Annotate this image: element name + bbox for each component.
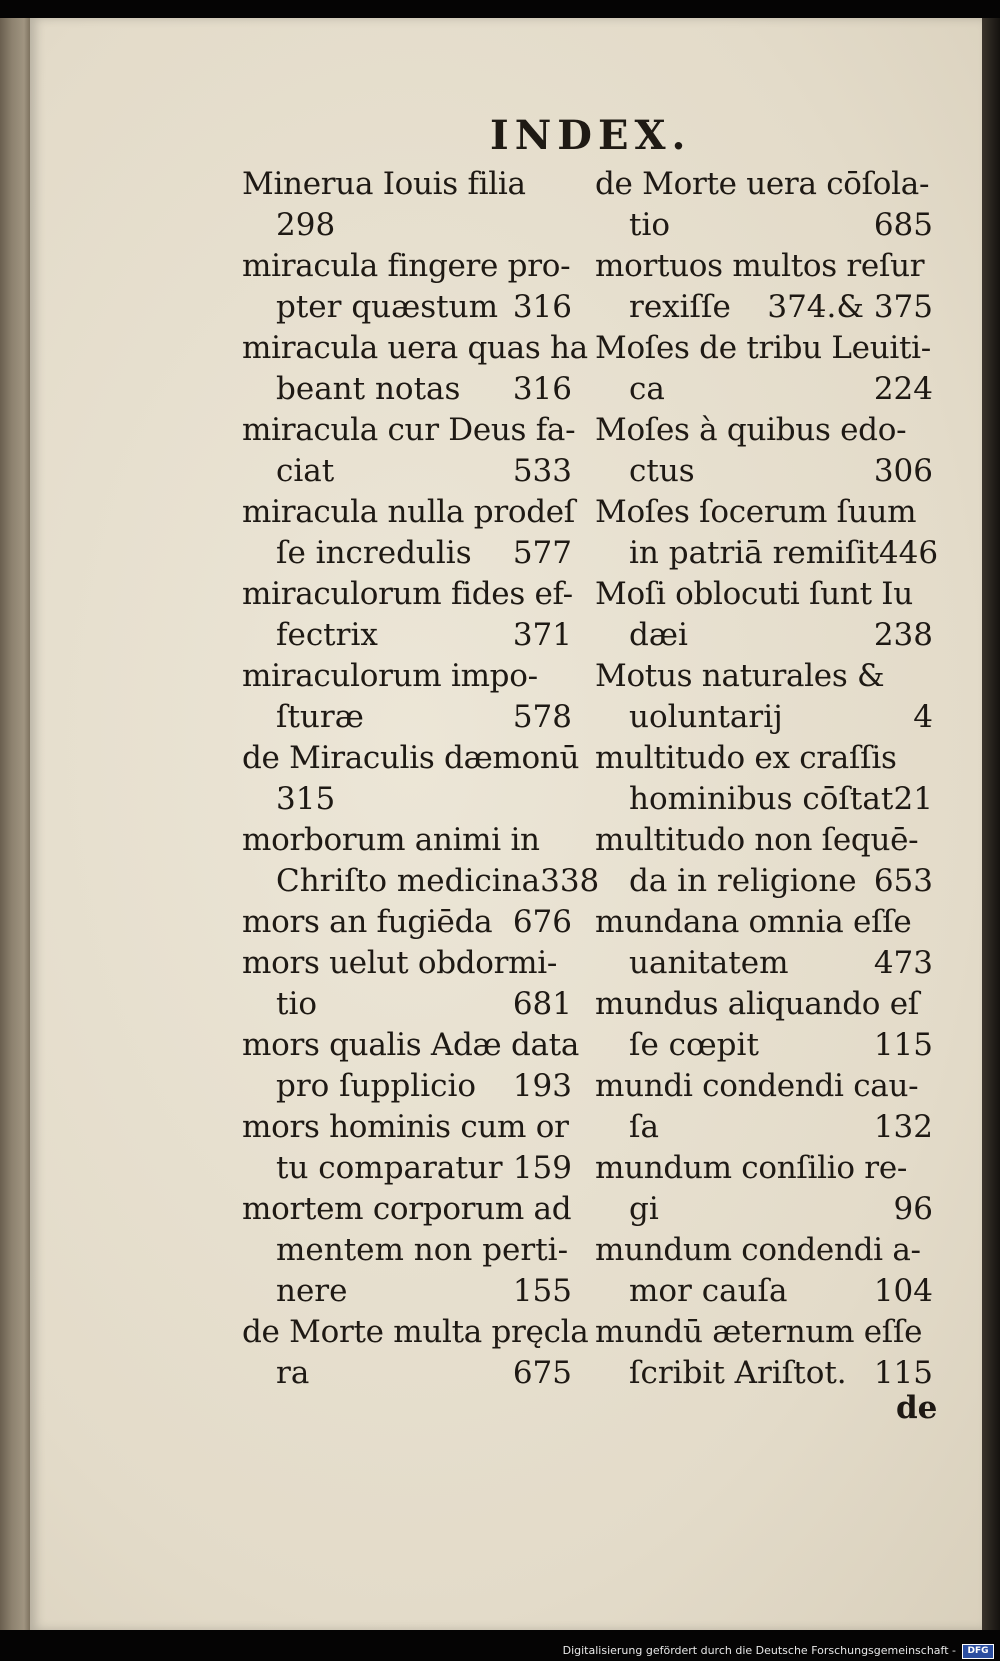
entry-text: Chriſto medicina [276,863,541,899]
index-entry [595,410,933,492]
index-column-right [595,164,939,1394]
entry-continuation-line [595,1271,933,1312]
entry-page-number: 653 [873,863,933,899]
entry-text: multitudo non ſequē- [595,822,919,858]
entry-text: ra [276,1355,310,1391]
entry-continuation-line [595,697,933,738]
entry-continuation-line [242,984,572,1025]
entry-text: Moſes de tribu Leuiti- [595,330,931,366]
entry-text: mors qualis Adæ data [242,1027,580,1063]
digitization-credit: Digitalisierung gefördert durch die Deutsche Forschungsgemeinschaft - [562,1644,956,1657]
entry-headword-line [242,246,572,287]
entry-text: 298 [276,207,336,243]
index-column-left [242,164,600,1394]
entry-headword-line [242,943,572,984]
entry-headword-line [242,1312,589,1353]
entry-continuation-line [242,369,572,410]
entry-page-number: 224 [873,371,933,407]
index-entry [595,656,933,738]
entry-text: miraculorum fides ef- [242,576,573,612]
index-entry [242,410,576,492]
entry-text: 315 [276,781,336,817]
entry-headword-line [242,902,572,943]
index-entry [242,1107,572,1189]
entry-text: Motus naturales & [595,658,885,694]
entry-text: Moſes à quibus edo- [595,412,907,448]
entry-page-number: 338 [540,863,600,899]
index-entry [595,984,933,1066]
entry-text: Moſi oblocuti ſunt Iu [595,576,913,612]
index-entry [242,574,572,656]
entry-continuation-line [242,1271,572,1312]
index-entry [595,246,933,328]
entry-continuation-line [595,1025,933,1066]
entry-continuation-line [595,1189,933,1230]
entry-text: ciat [276,453,335,489]
entry-headword-line [242,1189,572,1230]
index-entry [595,738,933,820]
index-entry [595,1230,933,1312]
entry-headword-line [595,328,933,369]
index-entry [595,820,933,902]
index-entry [595,1312,933,1394]
entry-continuation-line [595,861,933,902]
index-entry [595,902,933,984]
entry-text: mor cauſa [629,1273,788,1309]
index-entry [595,492,939,574]
entry-headword-line [595,574,933,615]
entry-text: mors hominis cum or [242,1109,569,1145]
entry-continuation-line [242,451,572,492]
entry-headword-line [595,820,933,861]
entry-text: multitudo ex craſſis [595,740,897,776]
index-entry [242,656,572,738]
entry-continuation-line [242,1353,572,1394]
entry-text: mors an fugiēda [242,904,493,940]
entry-headword-line [595,492,933,533]
index-entry [242,738,580,820]
entry-headword-line [242,492,575,533]
entry-text: morborum animi in [242,822,540,858]
entry-text: tu comparatur [276,1150,503,1186]
entry-text: ſa [629,1109,659,1145]
entry-page-number: 681 [512,986,572,1022]
entry-continuation-line [242,533,572,574]
entry-headword-line [595,410,933,451]
entry-text: da in religione [629,863,857,899]
entry-text: Moſes ſocerum ſuum [595,494,917,530]
entry-continuation-line [242,697,572,738]
entry-text: miracula fingere pro- [242,248,571,284]
index-entry [242,820,600,902]
entry-continuation-line [595,287,933,328]
entry-page-number: 115 [873,1355,933,1391]
entry-continuation-line [242,861,600,902]
entry-continuation-line [595,1107,933,1148]
entry-text: dæi [629,617,688,653]
entry-text: mortuos multos reſur [595,248,925,284]
entry-page-number: 306 [873,453,933,489]
entry-page-number: 115 [873,1027,933,1063]
entry-page-number: 4 [913,699,933,735]
entry-headword-line [595,984,933,1025]
entry-text: fectrix [276,617,378,653]
entry-headword-line [595,738,933,779]
entry-text: mentem non perti- [276,1232,569,1268]
index-entry [242,164,572,246]
entry-text: mortem corporum ad [242,1191,572,1227]
entry-text: de Morte uera cōſola- [595,166,930,202]
entry-text: gi [629,1191,659,1227]
entry-headword-line [242,1025,580,1066]
entry-headword-line [242,164,572,205]
entry-text: ſe incredulis [276,535,472,571]
entry-page-number: 159 [512,1150,572,1186]
entry-continuation-line [595,943,933,984]
index-entry [242,328,588,410]
entry-text: mundum conſilio re- [595,1150,908,1186]
entry-text: mundana omnia eſſe [595,904,912,940]
entry-page-number: 238 [873,617,933,653]
entry-page-number: 374.& 375 [767,289,933,325]
index-entry [242,1025,580,1107]
entry-continuation-line [595,1353,933,1394]
entry-text: miracula uera quas ha [242,330,588,366]
entry-page-number: 316 [512,371,572,407]
entry-page-number: 155 [512,1273,572,1309]
entry-text: ſturæ [276,699,364,735]
index-entry [595,328,933,410]
entry-page-number: 96 [893,1191,933,1227]
entry-page-number: 675 [512,1355,572,1391]
entry-text: tio [276,986,318,1022]
entry-continuation-line [595,615,933,656]
entry-text: beant notas [276,371,461,407]
entry-headword-line [242,328,588,369]
catchword: de [896,1390,938,1426]
entry-page-number: 371 [512,617,572,653]
index-entry [242,492,575,574]
index-entry [595,1066,933,1148]
entry-text: uanitatem [629,945,789,981]
page-header: INDEX. [490,112,692,159]
entry-text: miracula nulla prodeſ [242,494,575,530]
entry-headword-line [242,410,576,451]
entry-continuation-line [242,1148,572,1189]
dfg-logo: DFG [962,1644,994,1659]
scan-top-band [0,0,1000,18]
entry-headword-line [242,574,572,615]
entry-text: mundum condendi a- [595,1232,921,1268]
index-entry [242,902,572,943]
entry-headword-line [242,1107,572,1148]
entry-headword-line [242,738,580,779]
entry-text: rexiſſe [629,289,731,325]
entry-text: tio [629,207,671,243]
index-entry [242,943,572,1025]
entry-text: ſe cœpit [629,1027,759,1063]
index-entry [595,164,933,246]
entry-continuation-line [242,779,572,820]
entry-headword-line [595,656,933,697]
entry-continuation-line [242,615,572,656]
entry-continuation-line [242,1230,572,1271]
entry-headword-line [595,1066,933,1107]
entry-continuation-line [242,205,572,246]
entry-text: miracula cur Deus fa- [242,412,576,448]
entry-text: ſcribit Ariſtot. [629,1355,847,1391]
entry-page-number: 577 [512,535,572,571]
entry-text: mundus aliquando eſ [595,986,919,1022]
entry-headword-line [242,820,572,861]
entry-text: hominibus cōſtat [629,781,894,817]
entry-headword-line [242,656,572,697]
index-entry [595,574,933,656]
entry-text: mors uelut obdormi- [242,945,558,981]
entry-text: Minerua Iouis filia [242,166,526,202]
entry-text: de Morte multa pręcla [242,1314,589,1350]
entry-text: mundi condendi cau- [595,1068,919,1104]
entry-page-number: 533 [512,453,572,489]
entry-page-number: 685 [873,207,933,243]
entry-text: de Miraculis dæmonū [242,740,580,776]
entry-text: miraculorum impo- [242,658,538,694]
entry-text: nere [276,1273,348,1309]
entry-continuation-line [242,1066,572,1107]
entry-continuation-line [595,779,933,820]
entry-page-number: 473 [873,945,933,981]
entry-text: uoluntarij [629,699,783,735]
book-binding-edge [0,18,30,1630]
entry-continuation-line [595,369,933,410]
entry-headword-line [595,246,933,287]
entry-continuation-line [595,533,939,574]
entry-headword-line [595,1312,933,1353]
entry-page-number: 578 [512,699,572,735]
entry-page-number: 316 [512,289,572,325]
entry-text: pter quæstum [276,289,498,325]
entry-headword-line [595,1148,933,1189]
entry-text: pro ſupplicio [276,1068,477,1104]
entry-continuation-line [595,451,933,492]
entry-text: mundū æternum eſſe [595,1314,923,1350]
entry-text: ctus [629,453,695,489]
index-entry [242,1189,572,1312]
book-right-edge [982,18,1000,1630]
entry-text: ca [629,371,665,407]
index-entry [242,246,572,328]
entry-page-number: 676 [512,904,572,940]
entry-page-number: 446 [878,535,939,571]
entry-headword-line [595,902,933,943]
entry-headword-line [595,1230,933,1271]
entry-page-number: 132 [873,1109,933,1145]
index-entry [242,1312,589,1394]
entry-continuation-line [595,205,933,246]
index-entry [595,1148,933,1230]
entry-page-number: 193 [512,1068,572,1104]
entry-page-number: 104 [873,1273,933,1309]
entry-continuation-line [242,287,572,328]
entry-page-number: 21 [893,781,933,817]
entry-text: in patriā remiſit [629,535,879,571]
entry-headword-line [595,164,933,205]
